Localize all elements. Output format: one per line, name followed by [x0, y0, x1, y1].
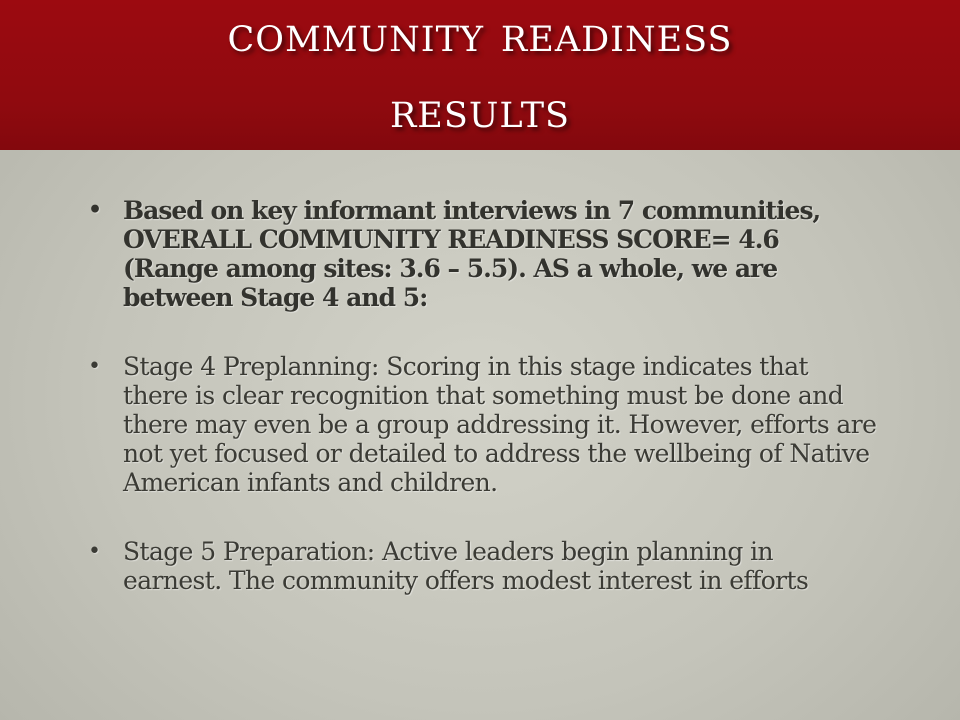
bullet-icon: •: [88, 197, 102, 223]
bullet-icon: •: [88, 354, 101, 379]
slide-title-line-2: results: [389, 81, 571, 139]
bullet-item-stage-4: [88, 352, 878, 497]
bullet-text: Stage 4 Preplanning: Scoring in this stage indicates that there is clear recognition that something must be done and there may even be a group addressing it. However, efforts are not yet focused or detailed to address the wellbeing of Native American infants and children.: [123, 352, 877, 497]
bullet-list: [88, 196, 878, 595]
bullet-item-stage-5: [88, 537, 878, 595]
slide-title-line-1: community readiness: [227, 5, 733, 63]
bullet-icon: •: [88, 539, 101, 564]
bullet-text: Based on key informant interviews in 7 communities, OVERALL COMMUNITY READINESS SCORE= 4.6 (Range among sites: 3.6 – 5.5). AS a whole, we are between Stage 4 and 5:: [123, 196, 821, 312]
bullet-text: Stage 5 Preparation: Active leaders begin planning in earnest. The community offers modest interest in efforts: [123, 537, 809, 595]
bullet-item-overall-score: [88, 196, 878, 312]
